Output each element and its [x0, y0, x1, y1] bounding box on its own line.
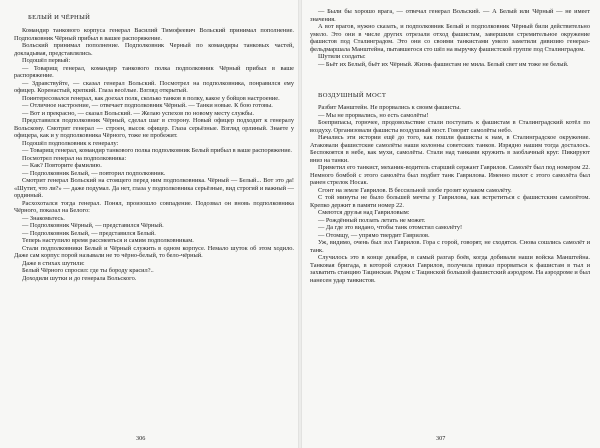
paragraph: Белый Чёрного спросил: где ты бороду красил?.. [22, 267, 154, 274]
paragraph: Сгонт на земле Гаврилов. В бессильной злобе грозит кулаком самолёту. [318, 186, 512, 194]
paragraph: — Знакомьтесь. [22, 214, 65, 222]
paragraph: Даже в стихах шутили: [22, 259, 85, 267]
paragraph: — Отличное настроение, — отвечает подполковник Чёрный. — Танки новые. К бою готовы. [22, 102, 273, 109]
paragraph: Подошёл первый: [22, 57, 71, 64]
paragraph: — Вот и прекрасно, — сказал Вольский. — Желаю успехов по новому месту службы. [22, 109, 254, 117]
paragraph: Командир танкового корпуса генерал Василий Тимофеевич Вольский принимал пополнение. Подполковник Чёрный прибыл в вашее распоряжение. [14, 27, 294, 42]
right-page [300, 0, 600, 448]
paragraph: Боеприпасы, горючее, продовольствие стали поступать к фашистам в Сталинградский котёл по воздуху. Организовали фашисты воздушный мост. Говорят самолёты небо. [310, 119, 590, 134]
paragraph: — Здравствуйте, — сказал генерал Вольский. Посмотрел на подполковника, понравился ему офицер. Коренастый, крепкий. Глаза весёлые. Взгляд открытый. [14, 79, 294, 94]
paragraph: — Товарищ генерал, командир танкового полка подполковник Белый прибыл в ваше распоряжение. [22, 147, 292, 154]
section-gap [310, 68, 590, 92]
paragraph: — Как? Повторите фамилию. [22, 162, 102, 169]
paragraph: — Мы не прорвались, но есть самолёты! [318, 111, 429, 119]
paragraph: — Были бы хорошо врага, — отвечал генерал Вольский. — А Белый или Чёрный — не имеет значения. [310, 8, 590, 23]
chapter-heading-air-bridge: ВОЗДУШНЫЙ МОСТ [318, 92, 387, 99]
paragraph: — Подполковник Белый, — повторил подполковник. [22, 169, 166, 177]
paragraph: Уж, видимо, очень был зол Гаврилов. Гора с горой, говорят, не сходятся. Снова сошлись самолёт и танк. [310, 239, 590, 254]
paragraph: Шутили солдаты: [318, 53, 366, 60]
paragraph: Смотрит генерал Вольский на стоящего перед ним подполковника. Чёрный — Белый... Вот это да! «Шутит, что ли?» — даже подумал. Да нет, глаза у подполковника серьёзные, вид строгий и важный — ординный. [14, 177, 294, 199]
paragraph: Посмотрел генерал на подполковника: [22, 154, 127, 162]
right-page-top-body [310, 8, 590, 68]
paragraph: Смеются друзья над Гавриловым: [318, 209, 410, 216]
paragraph: Доходили шутки и до генерала Вольского. [22, 274, 137, 282]
paragraph: Случилось это в конце декабря, в самый разгар боёв, когда добивали наши войска Манштейна. Танковая бригада, в которой служил Гаврилов, получила приказ прорваться к фашистам в тыл и захватить станцию Тацинская. Рядом с Тацинской большой фашистский аэродром. На аэродроме и был нанесен удар танкистов. [310, 254, 590, 284]
paragraph: Вольский принимал пополнение. Подполковник Черный по командиры танковых частей, докладывая, представлялись. [14, 42, 294, 57]
paragraph: — Подполковник Белый, — представился Белый. [22, 229, 156, 237]
paragraph: Представился подполковник Чёрный, сделал шаг в сторону. Новый офицер подходит к генералу Вольскому. Смотрит генерал — строен, высок офицер. Глаза серьёзные. Взгляд орлиный. Знаете у офицера, как и у подполковника Чёрного, тоже не пробежит. [14, 117, 294, 139]
paragraph: Расхохотался тогда генерал. Понял, произошло совпадение. Подозвал он вновь подполковника Чёрного, показал на Белого: [14, 199, 294, 214]
paragraph: С той минуты не было большей мечты у Гаврилова, как встретиться с фашистским самолётом. Крепко держит в памяти номер 22. [310, 194, 590, 209]
chapter-heading-white-and-black: БЕЛЫЙ И ЧЁРНЫЙ [28, 14, 91, 21]
paragraph: — Рождённый ползать летать не может. [318, 216, 426, 224]
paragraph: — Подполковник Чёрный, — представился Чёрный. [22, 222, 164, 229]
paragraph: — Отомщу, — упрямо твердит Гаврилов. [318, 231, 430, 239]
paragraph: А вот врагов, нужно сказать, и подполковник Белый и подполковник Чёрный били действительно умело. Это они в числе других отрезали отход фашистам, завершили стремительное окружение фашистов под Сталинградом. Это они со своими танкистами умело заметили дивизию генерал-фельдмаршала Манштейна, пытавшегося сто шёл на выручку фашистской группе под Сталинградом. [310, 23, 590, 53]
paragraph: — Товарищ генерал, командир танкового полка подполковник Чёрный прибыл в ваше распоряжение. [14, 64, 294, 79]
paragraph: Стали подполковники Белый и Чёрный служить в одном корпусе. Немало шуток об этом ходило. Даже сам корпус порой называли не то чёрно-белый, то бело-чёрный. [14, 244, 294, 259]
paragraph: Теперь наступило время рассмеяться и самим подполковникам. [22, 237, 194, 244]
page-number-right: 307 [436, 435, 446, 442]
paragraph: Начались эти истории ещё до того, как пошли фашисты к нам, в Сталинградское окружение. Атаковали фашистские самолёты наши колонны советских танков. Изрядно нашим тогда досталось. Беспокоятся в небе, как мухи, самолёты. Стали над танками кружить в заоблачный круг. Пикируют вниз на танки. [310, 134, 590, 164]
paragraph: Поинтересовался генерал, как доехал полк, сколько танков в полку, какое у бойцов настроение. [22, 94, 280, 102]
right-page-body [310, 104, 590, 284]
paragraph: Разбит Манштейн. Не прорвались к своим фашисты. [318, 104, 461, 111]
paragraph: — Да где это видано, чтобы танк отомстил самолёту! [318, 224, 463, 231]
left-page-body [14, 27, 294, 282]
paragraph: — Бьёт их Белый, бьёт их Чёрный. Жизнь фашистам не мила. Белый свет им тоже не белый. [318, 60, 569, 68]
paragraph: Приметил его танкист, механик-водитель старший сержант Гаврилов. Самолёт был под номером 22. Немного бомбой с этого самолёта был подбит танк Гаврилова. Именно пилот с этого самолёта был ранен стрелок Носак. [310, 164, 590, 186]
page-number-left: 306 [136, 435, 146, 442]
paragraph: Подошёл подполковник к генералу: [22, 139, 119, 147]
